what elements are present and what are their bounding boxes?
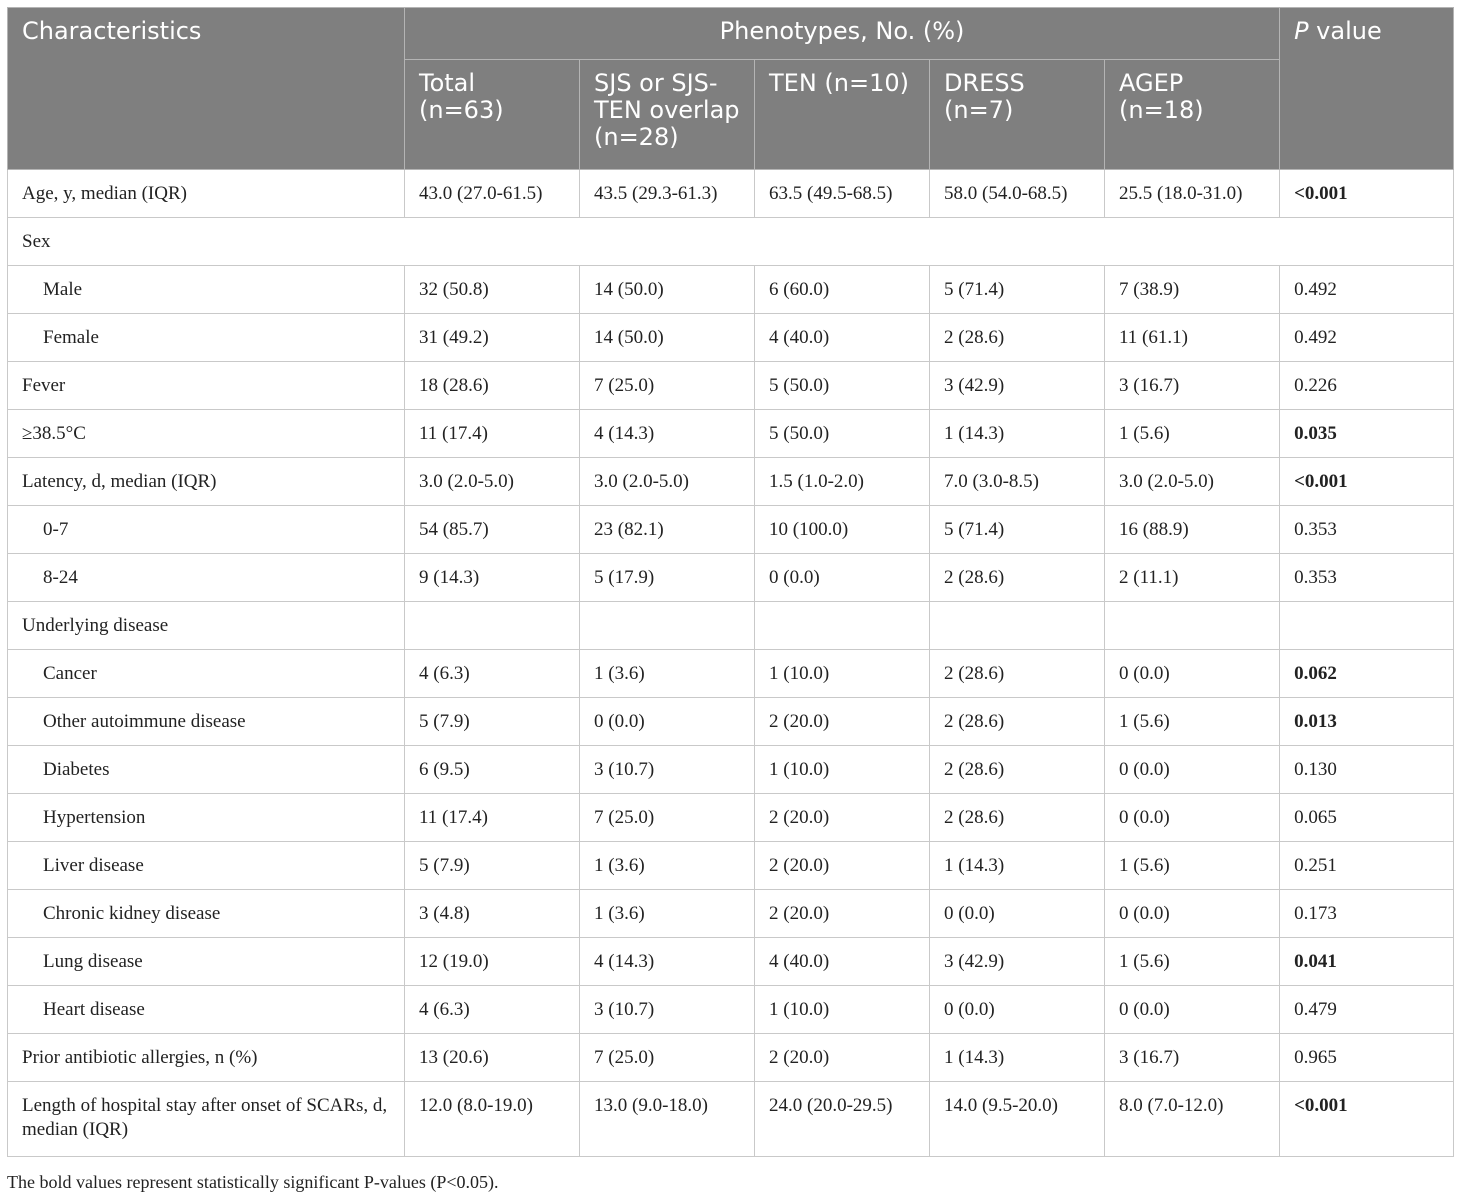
- cell-value: 0 (0.0): [1105, 650, 1280, 698]
- table-header: [8, 8, 1454, 170]
- row-label: Female: [8, 314, 405, 362]
- cell-value: 13 (20.6): [405, 1034, 580, 1082]
- cell-value: 1 (10.0): [755, 986, 930, 1034]
- cell-p-value: 0.226: [1280, 362, 1454, 410]
- cell-value: 7 (25.0): [580, 362, 755, 410]
- cell-value: 1 (5.6): [1105, 698, 1280, 746]
- cell-value: 11 (61.1): [1105, 314, 1280, 362]
- cell-value: 2 (28.6): [930, 794, 1105, 842]
- cell-value: 13.0 (9.0-18.0): [580, 1082, 755, 1157]
- cell-p-value: 0.492: [1280, 314, 1454, 362]
- table-row: [8, 362, 1454, 410]
- table-row: [8, 218, 1454, 266]
- cell-p-value: 0.353: [1280, 506, 1454, 554]
- table-row: [8, 314, 1454, 362]
- cell-value: 7.0 (3.0-8.5): [930, 458, 1105, 506]
- cell-value: 3 (16.7): [1105, 1034, 1280, 1082]
- cell-value: 7 (38.9): [1105, 266, 1280, 314]
- cell-p-value: 0.173: [1280, 890, 1454, 938]
- cell-value: 12.0 (8.0-19.0): [405, 1082, 580, 1157]
- header-col-total: Total (n=63): [405, 60, 580, 170]
- cell-value: 1 (14.3): [930, 410, 1105, 458]
- cell-value: [755, 602, 930, 650]
- cell-value: 3 (4.8): [405, 890, 580, 938]
- row-label: Prior antibiotic allergies, n (%): [8, 1034, 405, 1082]
- table-row: [8, 986, 1454, 1034]
- cell-value: 6 (9.5): [405, 746, 580, 794]
- table-body: [8, 170, 1454, 1157]
- table-row: [8, 410, 1454, 458]
- cell-value: 1 (3.6): [580, 650, 755, 698]
- header-characteristics: Characteristics: [8, 8, 405, 170]
- cell-value: 6 (60.0): [755, 266, 930, 314]
- cell-p-value: 0.041: [1280, 938, 1454, 986]
- header-col-sjs: SJS or SJS-TEN overlap (n=28): [580, 60, 755, 170]
- cell-value: 7 (25.0): [580, 794, 755, 842]
- table-row: [8, 842, 1454, 890]
- cell-value: 10 (100.0): [755, 506, 930, 554]
- row-label: Sex: [8, 218, 1454, 266]
- cell-value: 0 (0.0): [580, 698, 755, 746]
- cell-value: 63.5 (49.5-68.5): [755, 170, 930, 218]
- table-row: [8, 266, 1454, 314]
- table-row: [8, 746, 1454, 794]
- cell-value: 12 (19.0): [405, 938, 580, 986]
- row-label: Cancer: [8, 650, 405, 698]
- cell-value: 58.0 (54.0-68.5): [930, 170, 1105, 218]
- cell-value: 0 (0.0): [930, 890, 1105, 938]
- cell-value: 3.0 (2.0-5.0): [580, 458, 755, 506]
- cell-value: 1 (5.6): [1105, 410, 1280, 458]
- table-row: [8, 650, 1454, 698]
- cell-value: 0 (0.0): [1105, 890, 1280, 938]
- cell-value: 4 (40.0): [755, 314, 930, 362]
- header-p-rest: value: [1308, 17, 1382, 45]
- table-row: [8, 1082, 1454, 1157]
- row-label: Diabetes: [8, 746, 405, 794]
- header-col-agep: AGEP (n=18): [1105, 60, 1280, 170]
- row-label: Heart disease: [8, 986, 405, 1034]
- cell-value: 5 (7.9): [405, 698, 580, 746]
- table-row: [8, 458, 1454, 506]
- cell-value: 11 (17.4): [405, 410, 580, 458]
- cell-p-value: <0.001: [1280, 1082, 1454, 1157]
- row-label: Chronic kidney disease: [8, 890, 405, 938]
- cell-p-value: [1280, 602, 1454, 650]
- cell-value: 3.0 (2.0-5.0): [405, 458, 580, 506]
- cell-value: 3.0 (2.0-5.0): [1105, 458, 1280, 506]
- row-label: 0-7: [8, 506, 405, 554]
- row-label: Other autoimmune disease: [8, 698, 405, 746]
- cell-value: 0 (0.0): [1105, 794, 1280, 842]
- cell-value: 2 (20.0): [755, 794, 930, 842]
- cell-value: 9 (14.3): [405, 554, 580, 602]
- table-row: [8, 794, 1454, 842]
- cell-value: 2 (20.0): [755, 1034, 930, 1082]
- cell-p-value: 0.965: [1280, 1034, 1454, 1082]
- cell-value: 2 (11.1): [1105, 554, 1280, 602]
- header-phenotypes: Phenotypes, No. (%): [405, 8, 1280, 60]
- header-p-italic: P: [1294, 17, 1309, 45]
- cell-value: [1105, 602, 1280, 650]
- table-row: [8, 602, 1454, 650]
- cell-value: 3 (16.7): [1105, 362, 1280, 410]
- cell-value: [405, 602, 580, 650]
- cell-value: 0 (0.0): [930, 986, 1105, 1034]
- cell-value: 14 (50.0): [580, 266, 755, 314]
- cell-value: 2 (28.6): [930, 650, 1105, 698]
- table-row: [8, 170, 1454, 218]
- cell-p-value: <0.001: [1280, 170, 1454, 218]
- cell-value: 5 (50.0): [755, 362, 930, 410]
- cell-value: 43.5 (29.3-61.3): [580, 170, 755, 218]
- cell-value: 32 (50.8): [405, 266, 580, 314]
- cell-value: 24.0 (20.0-29.5): [755, 1082, 930, 1157]
- cell-value: 8.0 (7.0-12.0): [1105, 1082, 1280, 1157]
- table-footnote: The bold values represent statistically significant P-values (P<0.05).: [7, 1172, 499, 1192]
- row-label: Fever: [8, 362, 405, 410]
- table-row: [8, 890, 1454, 938]
- row-label: Liver disease: [8, 842, 405, 890]
- cell-value: 1 (3.6): [580, 842, 755, 890]
- header-col-dress: DRESS (n=7): [930, 60, 1105, 170]
- cell-value: 43.0 (27.0-61.5): [405, 170, 580, 218]
- cell-p-value: 0.492: [1280, 266, 1454, 314]
- cell-value: 5 (71.4): [930, 266, 1105, 314]
- cell-value: 4 (6.3): [405, 986, 580, 1034]
- cell-p-value: 0.035: [1280, 410, 1454, 458]
- cell-value: 2 (28.6): [930, 698, 1105, 746]
- cell-value: 4 (14.3): [580, 938, 755, 986]
- cell-value: 1 (5.6): [1105, 842, 1280, 890]
- row-label: Lung disease: [8, 938, 405, 986]
- cell-value: [580, 602, 755, 650]
- header-p-value: [1280, 8, 1454, 170]
- cell-value: 2 (20.0): [755, 842, 930, 890]
- cell-value: 2 (28.6): [930, 314, 1105, 362]
- cell-value: 1 (5.6): [1105, 938, 1280, 986]
- cell-value: 3 (10.7): [580, 746, 755, 794]
- cell-value: 2 (28.6): [930, 554, 1105, 602]
- cell-value: 5 (50.0): [755, 410, 930, 458]
- cell-value: 2 (20.0): [755, 698, 930, 746]
- cell-value: 3 (10.7): [580, 986, 755, 1034]
- row-label: Hypertension: [8, 794, 405, 842]
- cell-value: 1 (14.3): [930, 1034, 1105, 1082]
- cell-value: 4 (40.0): [755, 938, 930, 986]
- row-label: Latency, d, median (IQR): [8, 458, 405, 506]
- table-row: [8, 506, 1454, 554]
- cell-p-value: 0.251: [1280, 842, 1454, 890]
- cell-value: 14 (50.0): [580, 314, 755, 362]
- cell-value: 18 (28.6): [405, 362, 580, 410]
- cell-value: 54 (85.7): [405, 506, 580, 554]
- table-row: [8, 698, 1454, 746]
- cell-value: 2 (20.0): [755, 890, 930, 938]
- cell-value: 23 (82.1): [580, 506, 755, 554]
- cell-value: 14.0 (9.5-20.0): [930, 1082, 1105, 1157]
- table-row: [8, 1034, 1454, 1082]
- row-label: Age, y, median (IQR): [8, 170, 405, 218]
- cell-value: 5 (17.9): [580, 554, 755, 602]
- cell-value: 0 (0.0): [755, 554, 930, 602]
- cell-value: 1 (10.0): [755, 746, 930, 794]
- cell-value: 5 (7.9): [405, 842, 580, 890]
- cell-value: 1 (3.6): [580, 890, 755, 938]
- cell-p-value: 0.353: [1280, 554, 1454, 602]
- cell-p-value: 0.130: [1280, 746, 1454, 794]
- cell-value: [930, 602, 1105, 650]
- cell-value: 16 (88.9): [1105, 506, 1280, 554]
- row-label: Length of hospital stay after onset of SCARs, d, median (IQR): [8, 1082, 405, 1157]
- table-row: [8, 938, 1454, 986]
- row-label: Underlying disease: [8, 602, 405, 650]
- cell-value: 1 (14.3): [930, 842, 1105, 890]
- cell-p-value: 0.062: [1280, 650, 1454, 698]
- cell-value: 0 (0.0): [1105, 746, 1280, 794]
- table-row: [8, 554, 1454, 602]
- cell-value: 0 (0.0): [1105, 986, 1280, 1034]
- row-label: Male: [8, 266, 405, 314]
- characteristics-table: [7, 7, 1454, 1157]
- cell-value: 31 (49.2): [405, 314, 580, 362]
- cell-value: 4 (14.3): [580, 410, 755, 458]
- cell-value: 4 (6.3): [405, 650, 580, 698]
- cell-value: 1.5 (1.0-2.0): [755, 458, 930, 506]
- cell-p-value: 0.479: [1280, 986, 1454, 1034]
- cell-p-value: <0.001: [1280, 458, 1454, 506]
- cell-p-value: 0.013: [1280, 698, 1454, 746]
- cell-value: 11 (17.4): [405, 794, 580, 842]
- cell-value: 25.5 (18.0-31.0): [1105, 170, 1280, 218]
- header-col-ten: TEN (n=10): [755, 60, 930, 170]
- cell-value: 5 (71.4): [930, 506, 1105, 554]
- cell-p-value: 0.065: [1280, 794, 1454, 842]
- row-label: 8-24: [8, 554, 405, 602]
- cell-value: 3 (42.9): [930, 362, 1105, 410]
- cell-value: 3 (42.9): [930, 938, 1105, 986]
- cell-value: 1 (10.0): [755, 650, 930, 698]
- row-label: ≥38.5°C: [8, 410, 405, 458]
- cell-value: 2 (28.6): [930, 746, 1105, 794]
- cell-value: 7 (25.0): [580, 1034, 755, 1082]
